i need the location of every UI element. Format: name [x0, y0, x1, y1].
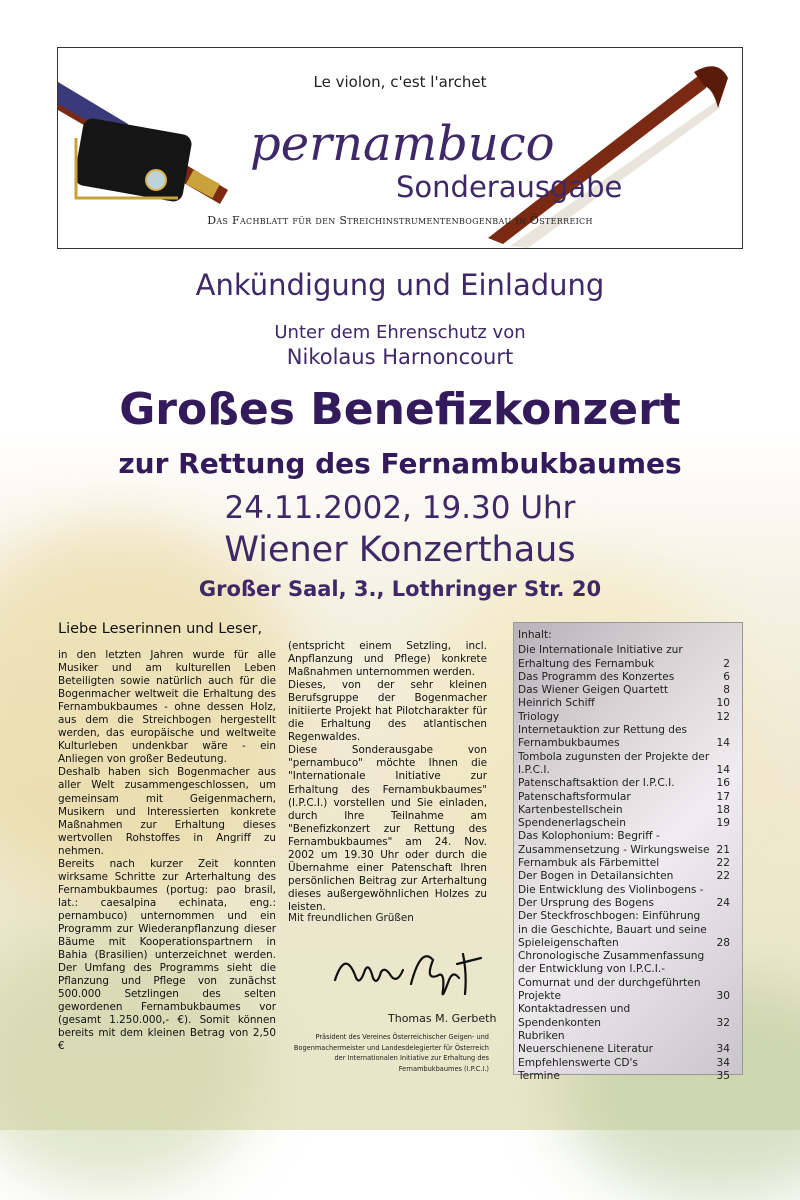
toc-item-page: 14 — [716, 737, 730, 750]
concert-subtitle: zur Rettung des Fernambukbaumes — [118, 447, 682, 480]
paragraph: Bereits nach kurzer Zeit konnten wirksame Schritte zur Arterhaltung des Fernambukbaumes (portug: pao brasil, lat.: caesalpina echinata, eng.: pernambuco) unternommen und ein Programm zur Wiederanpflanzung dieser Bäume mit Kooperationspartnern in Bahia (Brasilien) unterzeichnet werden. Der Umfang des Programms sieht die Pflanzung und Pflege von zunächst 500.000 Setzlingen des selten gewordenen Fernambukbaumes vor (gesamt 1.250.000,- €). Somit können bereits mit dem kleinen Betrag von 2,50 € — [58, 857, 276, 1053]
toc-item — [518, 1043, 730, 1056]
toc-item — [518, 1030, 730, 1043]
toc-item-page: 34 — [716, 1056, 730, 1069]
toc-item-page: 34 — [716, 1043, 730, 1056]
toc-item — [518, 950, 730, 1003]
toc-item-page: 21 — [716, 843, 730, 856]
toc-item-title: Kartenbestellschein — [518, 803, 623, 816]
patron-name: Nikolaus Harnoncourt — [286, 345, 514, 369]
paragraph: (entspricht einem Setzling, incl. Anpflanzung und Pflege) konkrete Maßnahmen unternommen werden. — [288, 640, 487, 679]
toc-item-title: Das Wiener Geigen Quartett — [518, 684, 669, 697]
concert-title: Großes Benefizkonzert — [119, 384, 681, 435]
toc-item-title: Das Kolophonium: Begriff - Zusammensetzung - Wirkungsweise — [518, 830, 710, 856]
toc-item-title: Triology — [518, 710, 560, 723]
concert-date: 24.11.2002, 19.30 Uhr — [224, 490, 576, 526]
header-motto: Le violon, c'est l'archet — [313, 73, 487, 91]
concert-hall-address: Großer Saal, 3., Lothringer Str. 20 — [198, 577, 602, 601]
toc-item-title: Neuerschienene Literatur — [518, 1043, 653, 1056]
masthead — [57, 47, 743, 249]
patronage-line: Unter dem Ehrenschutz von — [274, 322, 526, 343]
toc-item-title: Chronologische Zusammenfassung der Entwicklung von I.P.C.I.-Comurnat und der durchgeführten Projekte — [518, 950, 705, 1003]
toc-item-title: Die Entwicklung des Violinbogens - Der Ursprung des Bogens — [518, 883, 704, 909]
toc-item-page: 16 — [716, 777, 730, 790]
signature-role: Präsident des Vereines Österreichischer Geigen- und Bogenmachermeister und Landesdelegierter für Österreich der Internationalen Initiative zur Erhaltung des Fernambukbaumes (I.P.C.I.) — [293, 1033, 489, 1073]
toc-item-page: 8 — [723, 684, 730, 697]
toc-item — [518, 1070, 730, 1083]
paragraph: Dieses, von der sehr kleinen Berufsgruppe der Bogenmacher initiierte Projekt hat Pilotcharakter für die Erhaltung des atlantischen Regenwaldes. — [288, 679, 487, 744]
toc-item-page: 32 — [716, 1016, 730, 1029]
toc-item-title: Der Bogen in Detailansichten — [518, 870, 674, 883]
toc-item-title: Die Internationale Initiative zur Erhaltung des Fernambuk — [518, 644, 683, 670]
toc-item-title: Heinrich Schiff — [518, 697, 595, 710]
toc-item-title: Termine — [518, 1069, 560, 1082]
toc-item — [518, 857, 730, 870]
toc-item-page: 35 — [716, 1069, 730, 1082]
magazine-name: pernambuco — [250, 116, 555, 172]
toc-item-page: 22 — [716, 857, 730, 870]
toc-item-page: 24 — [716, 896, 730, 909]
toc-item-title: Spendenerlagschein — [518, 817, 626, 830]
toc-item-title: Internetauktion zur Rettung des Fernambukbaumes — [518, 724, 688, 750]
toc-item — [518, 1003, 730, 1030]
toc-item-title: Fernambuk als Färbemittel — [518, 857, 660, 870]
paragraph: Deshalb haben sich Bogenmacher aus aller Welt zusammengeschlossen, um gemeinsam mit Geigenmachern, Musikern und Interessierten konkrete Maßnahmen zur Erhaltung dieses wertvollen Rohstoffes in Angriff zu nehmen. — [58, 766, 276, 857]
toc-item-page: 14 — [716, 763, 730, 776]
toc-item — [518, 817, 730, 830]
toc-item-page: 6 — [723, 670, 730, 683]
toc-item-page: 18 — [716, 803, 730, 816]
toc-item — [518, 884, 730, 911]
letter-column-2 — [288, 640, 487, 914]
toc-item — [518, 910, 730, 950]
signature-name: Thomas M. Gerbeth — [388, 1012, 497, 1025]
handwritten-signature — [325, 940, 495, 1010]
edition-label: Sonderausgabe — [396, 170, 623, 204]
toc-item-page: 22 — [716, 870, 730, 883]
toc-item — [518, 791, 730, 804]
letter-column-1 — [58, 649, 276, 1053]
toc-item-title: Rubriken — [518, 1029, 565, 1042]
toc-item — [518, 711, 730, 724]
paragraph: Diese Sonderausgabe von "pernambuco" möchte Ihnen die "Internationale Initiative zur Erhaltung des Fernambukbaumes" (I.P.C.I.) vorstellen und Sie einladen, durch Ihre Teilnahme am "Benefizkonzert zur Rettung des Fernambukbaumes" am 24. Nov. 2002 um 19.30 Uhr oder durch die Übernahme einer Patenschaft Ihren persönlichen Beitrag zur Arterhaltung dieses außergewöhnlichen Holzes zu leisten. — [288, 744, 487, 913]
toc-item — [518, 777, 730, 790]
toc-item-title: Patenschaftsformular — [518, 790, 631, 803]
concert-venue: Wiener Konzerthaus — [224, 530, 576, 570]
toc-item-page: 30 — [716, 990, 730, 1003]
paragraph: in den letzten Jahren wurde für alle Musiker und am kulturellen Leben Beteiligten sowie natürlich auch für die Bogenmacher weltweit die Erhaltung des Fernambukbaumes - ohne dessen Holz, aus dem die Streichbogen hergestellt werden, das europäische und weltweite Kulturleben undenkbar wäre - ein Anliegen von großer Bedeutung. — [58, 649, 276, 766]
toc-item — [518, 671, 730, 684]
letter-salutation: Liebe Leserinnen und Leser, — [58, 621, 263, 637]
toc-item — [518, 751, 730, 778]
table-of-contents — [513, 622, 743, 1082]
toc-item — [518, 724, 730, 751]
toc-item-title: Empfehlenswerte CD's — [518, 1056, 638, 1069]
toc-item — [518, 697, 730, 710]
toc-item-title: Patenschaftsaktion der I.P.C.I. — [518, 777, 675, 790]
toc-item — [518, 830, 730, 857]
toc-item-title: Tombola zugunsten der Projekte der I.P.C.I. — [518, 750, 710, 776]
toc-item-page: 19 — [716, 817, 730, 830]
toc-item-page: 10 — [716, 697, 730, 710]
toc-item-title: Das Programm des Konzertes — [518, 670, 675, 683]
toc-item-page: 2 — [723, 657, 730, 670]
toc-item-page: 28 — [716, 936, 730, 949]
toc-item — [518, 804, 730, 817]
toc-item — [518, 1057, 730, 1070]
toc-item-title: Der Steckfroschbogen: Einführung in die Geschichte, Bauart und seine Spieleigenschaften — [518, 910, 707, 949]
toc-item-page: 17 — [716, 790, 730, 803]
letter-greeting: Mit freundlichen Grüßen — [288, 912, 414, 924]
toc-item-page: 12 — [716, 710, 730, 723]
toc-heading: Inhalt: — [518, 629, 552, 641]
toc-item — [518, 684, 730, 697]
magazine-subtitle: Das Fachblatt für den Streichinstrumentenbogenbau in Österreich — [207, 214, 593, 227]
toc-item-title: Kontaktadressen und Spendenkonten — [518, 1003, 631, 1029]
announcement-heading: Ankündigung und Einladung — [195, 268, 605, 302]
toc-item — [518, 644, 730, 671]
toc-item — [518, 870, 730, 883]
